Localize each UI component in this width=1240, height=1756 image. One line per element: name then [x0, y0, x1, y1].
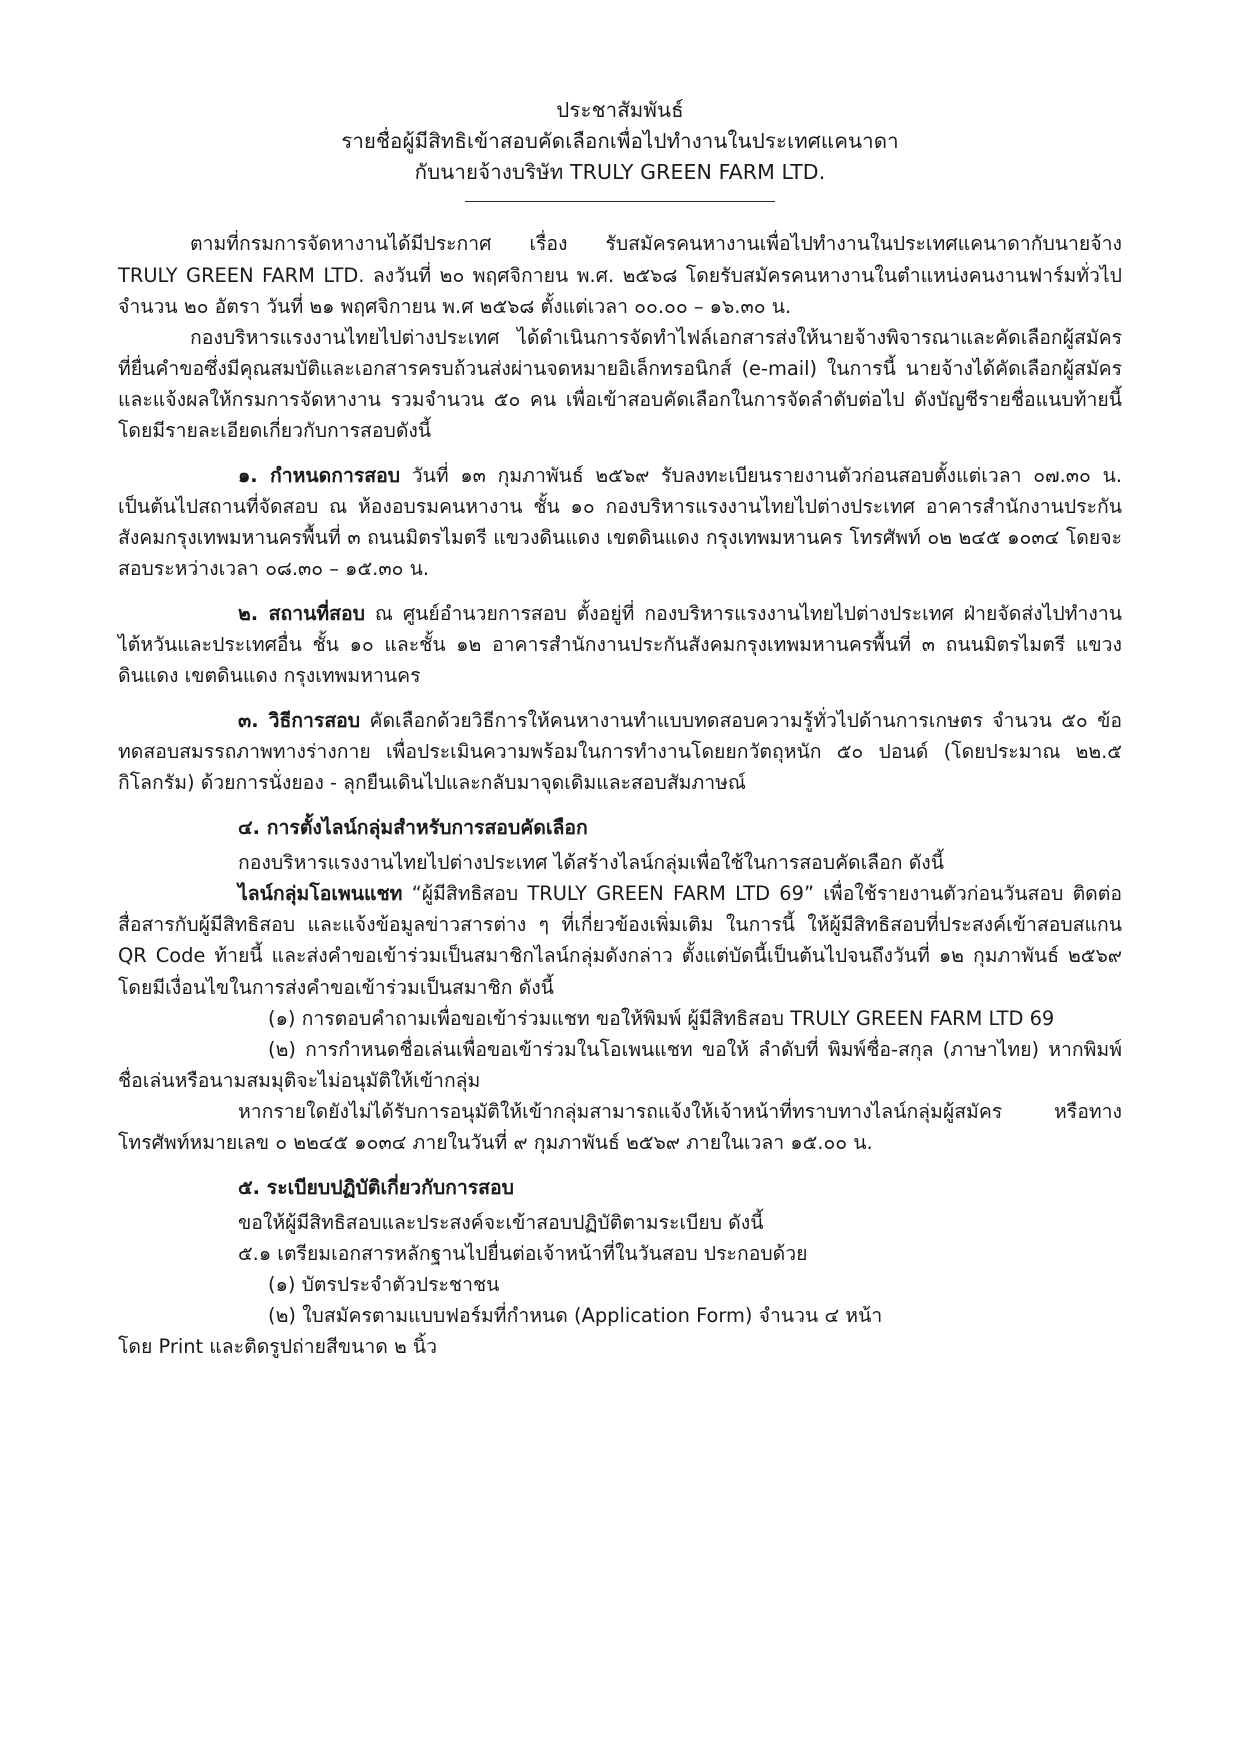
- document-header: [118, 95, 1122, 202]
- section-1: [118, 460, 1122, 584]
- section-3-heading: ๓. วิธีการสอบ: [238, 709, 361, 733]
- section-2-heading: ๒. สถานที่สอบ: [238, 601, 365, 625]
- section-1-text: วันที่ ๑๓ กุมภาพันธ์ ๒๕๖๙ รับลงทะเบียนรายงานตัวก่อนสอบตั้งแต่เวลา ๐๗.๓๐ น. เป็นต้นไปสถานที่จัดสอบ ณ ห้องอบรมคนหางาน ชั้น ๑๐ กองบริหารแรงงานไทยไปต่างประเทศ อาคารสำนักงานประกันสังคมกรุงเทพมหานครพื้นที่ ๓ ถนนมิตรไมตรี แขวงดินแดง เขตดินแดง กรุงเทพมหานคร โทรศัพท์ ๐๒ ๒๔๕ ๑๐๓๔ โดยจะสอบระหว่างเวลา ๐๘.๓๐ – ๑๕.๓๐ น.: [118, 463, 1122, 580]
- section-4-sub-2: (๒) การกำหนดชื่อเล่นเพื่อขอเข้าร่วมในโอเพนแชท ขอให้ ลำดับที่ พิมพ์ชื่อ-สกุล (ภาษาไทย) หากพิมพ์ชื่อเล่นหรือนามสมมุติจะไม่อนุมัติให้เข้ากลุ่ม: [118, 1037, 1122, 1092]
- section-5-sub-2-continued: โดย Print และติดรูปถ่ายสีขนาด ๒ นิ้ว: [118, 1335, 438, 1359]
- header-line-1: ประชาสัมพันธ์: [556, 98, 684, 122]
- section-4-sub-1: (๑) การตอบคำถามเพื่อขอเข้าร่วมแชท ขอให้พิมพ์ ผู้มีสิทธิสอบ TRULY GREEN FARM LTD 69: [268, 1006, 1055, 1030]
- document-body: [118, 228, 1122, 1362]
- paragraph-intro-1: ตามที่กรมการจัดหางานได้มีประกาศ เรื่อง รับสมัครคนหางานเพื่อไปทำงานในประเทศแคนาดากับนายจ้าง TRULY GREEN FARM LTD. ลงวันที่ ๒๐ พฤศจิกายน พ.ศ. ๒๕๖๘ โดยรับสมัครคนหางานในตำแหน่งคนงานฟาร์มทั่วไป จำนวน ๒๐ อัตรา วันที่ ๒๑ พฤศจิกายน พ.ศ ๒๕๖๘ ตั้งแต่เวลา ๐๐.๐๐ – ๑๖.๓๐ น.: [118, 232, 1122, 318]
- section-4-paragraph-1: กองบริหารแรงงานไทยไปต่างประเทศ ได้สร้างไลน์กลุ่มเพื่อใช้ในการสอบคัดเลือก ดังนี้: [238, 851, 945, 875]
- section-3: [118, 705, 1122, 798]
- paragraph-intro-2: กองบริหารแรงงานไทยไปต่างประเทศ ได้ดำเนินการจัดทำไฟล์เอกสารส่งให้นายจ้างพิจารณาและคัดเลือกผู้สมัครที่ยื่นคำขอซึ่งมีคุณสมบัติและเอกสารครบถ้วนส่งผ่านจดหมายอิเล็กทรอนิกส์ (e-mail) ในการนี้ นายจ้างได้คัดเลือกผู้สมัครและแจ้งผลให้กรมการจัดหางาน รวมจำนวน ๕๐ คน เพื่อเข้าสอบคัดเลือกในการจัดลำดับต่อไป ดังบัญชีรายชื่อแนบท้ายนี้ โดยมีรายละเอียดเกี่ยวกับการสอบดังนี้: [118, 325, 1122, 442]
- section-2-text: ณ ศูนย์อำนวยการสอบ ตั้งอยู่ที่ กองบริหารแรงงานไทยไปต่างประเทศ ฝ่ายจัดส่งไปทำงานไต้หวันและประเทศอื่น ชั้น ๑๐ และชั้น ๑๒ อาคารสำนักงานประกันสังคมกรุงเทพมหานครพื้นที่ ๓ ถนนมิตรไมตรี แขวงดินแดง เขตดินแดง กรุงเทพมหานคร: [118, 601, 1122, 688]
- header-divider: [465, 201, 775, 202]
- section-5-sub-1: (๑) บัตรประจำตัวประชาชน: [268, 1272, 500, 1296]
- section-4-paragraph-2-text: “ผู้มีสิทธิสอบ TRULY GREEN FARM LTD 69” เพื่อใช้รายงานตัวก่อนวันสอบ ติดต่อสื่อสารกับผู้มีสิทธิสอบ และแจ้งข้อมูลข่าวสารต่าง ๆ ที่เกี่ยวข้องเพิ่มเติม ในการนี้ ให้ผู้มีสิทธิสอบที่ประสงค์เข้าสอบสแกน QR Code ท้ายนี้ และส่งคำขอเข้าร่วมเป็นสมาชิกไลน์กลุ่มดังกล่าว ตั้งแต่บัดนี้เป็นต้นไปจนถึงวันที่ ๑๒ กุมภาพันธ์ ๒๕๖๙ โดยมีเงื่อนไขในการส่งคำขอเข้าร่วมเป็นสมาชิก ดังนี้: [118, 882, 1122, 999]
- section-2: [118, 598, 1122, 691]
- header-line-2: รายชื่อผู้มีสิทธิเข้าสอบคัดเลือกเพื่อไปทำงานในประเทศแคนาดา: [341, 129, 899, 154]
- section-5-sub-2: (๒) ใบสมัครตามแบบฟอร์มที่กำหนด (Application Form) จำนวน ๔ หน้า: [268, 1303, 883, 1327]
- section-4-heading: ๔. การตั้งไลน์กลุ่มสำหรับการสอบคัดเลือก: [238, 816, 588, 840]
- section-4-paragraph-3: หากรายใดยังไม่ได้รับการอนุมัติให้เข้ากลุ่มสามารถแจ้งให้เจ้าหน้าที่ทราบทางไลน์กลุ่มผู้สมัคร หรือทางโทรศัพท์หมายเลข ๐ ๒๒๔๕ ๑๐๓๔ ภายในวันที่ ๙ กุมภาพันธ์ ๒๕๖๙ ภายในเวลา ๑๕.๐๐ น.: [118, 1099, 1122, 1154]
- openchat-label: ไลน์กลุ่มโอเพนแชท: [238, 882, 403, 906]
- section-5-paragraph-1: ขอให้ผู้มีสิทธิสอบและประสงค์จะเข้าสอบปฏิบัติตามระเบียบ ดังนี้: [238, 1210, 764, 1234]
- section-5-paragraph-2: ๕.๑ เตรียมเอกสารหลักฐานไปยื่นต่อเจ้าหน้าที่ในวันสอบ ประกอบด้วย: [238, 1241, 808, 1265]
- section-3-text: คัดเลือกด้วยวิธีการให้คนหางานทำแบบทดสอบความรู้ทั่วไปด้านการเกษตร จำนวน ๕๐ ข้อ ทดสอบสมรรถภาพทางร่างกาย เพื่อประเมินความพร้อมในการทำงานโดยยกวัตถุหนัก ๕๐ ปอนด์ (โดยประมาณ ๒๒.๕ กิโลกรัม) ด้วยการนั่งยอง - ลุกยืนเดินไปและกลับมาจุดเดิมและสอบสัมภาษณ์: [118, 709, 1122, 795]
- section-1-heading: ๑. กำหนดการสอบ: [238, 463, 401, 487]
- header-line-3: กับนายจ้างบริษัท TRULY GREEN FARM LTD.: [414, 160, 826, 185]
- section-4-paragraph-2: [118, 878, 1122, 1002]
- section-5-heading: ๕. ระเบียบปฏิบัติเกี่ยวกับการสอบ: [238, 1175, 514, 1199]
